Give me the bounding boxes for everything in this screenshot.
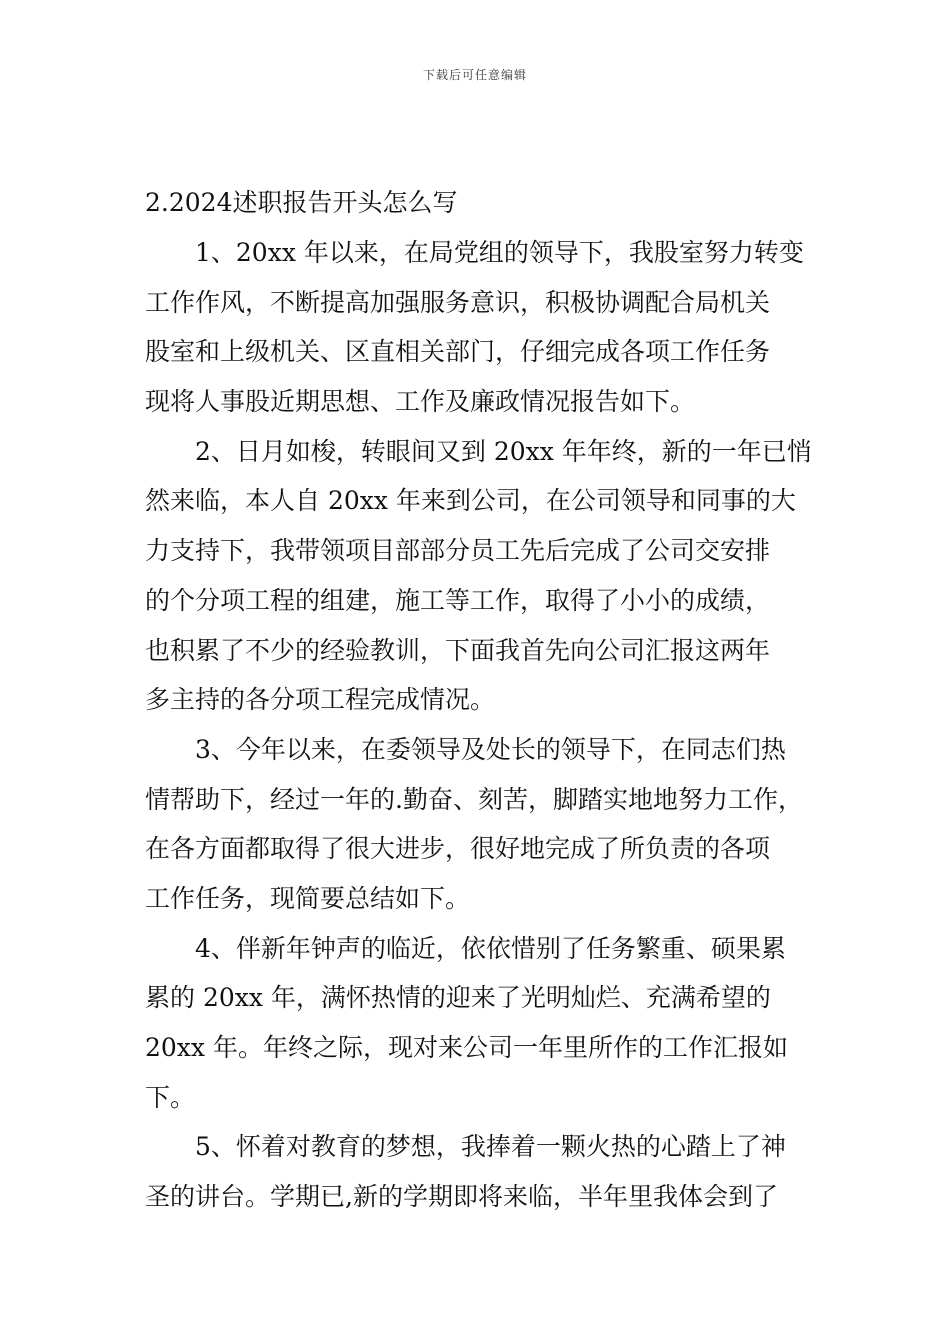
paragraph-line: 多主持的各分项工程完成情况。 (145, 685, 496, 715)
paragraph-line: 在各方面都取得了很大进步，很好地完成了所负责的各项 (145, 834, 771, 864)
paragraph-line: 3、今年以来，在委领导及处长的领导下，在同志们热 (195, 734, 786, 764)
paragraph-line: 工作作风，不断提高加强服务意识，积极协调配合局机关 (145, 287, 771, 317)
paragraph-line: 20xx 年。年终之际，现对来公司一年里所作的工作汇报如 (145, 1033, 788, 1062)
paragraph-line: 1、20xx 年以来，在局党组的领导下，我股室努力转变 (195, 238, 804, 267)
paragraph-1 (145, 228, 810, 427)
paragraph-5 (145, 1122, 810, 1221)
paragraph-line: 现将人事股近期思想、工作及廉政情况报告如下。 (145, 387, 696, 417)
paragraph-line: 也积累了不少的经验教训，下面我首先向公司汇报这两年 (145, 635, 771, 665)
paragraph-3 (145, 725, 810, 924)
paragraph-line: 累的 20xx 年，满怀热情的迎来了光明灿烂、充满希望的 (145, 983, 771, 1013)
document-body (145, 178, 810, 1222)
paragraph-line: 力支持下，我带领项目部部分员工先后完成了公司交安排 (145, 536, 771, 566)
paragraph-line: 5、怀着对教育的梦想，我捧着一颗火热的心踏上了神 (195, 1132, 786, 1162)
paragraph-line: 圣的讲台。学期已,新的学期即将来临，半年里我体会到了 (145, 1182, 778, 1212)
paragraph-2 (145, 427, 810, 725)
paragraph-line: 工作任务，现简要总结如下。 (145, 883, 471, 913)
document-title: 2.2024述职报告开头怎么写 (145, 188, 458, 217)
paragraph-line: 2、日月如梭，转眼间又到 20xx 年年终，新的一年已悄 (195, 436, 812, 466)
paragraph-4 (145, 924, 810, 1123)
paragraph-line: 下。 (145, 1082, 196, 1112)
header-note: 下载后可任意编辑 (422, 68, 527, 82)
paragraph-line: 然来临，本人自 20xx 年来到公司，在公司领导和同事的大 (145, 486, 796, 516)
paragraph-line: 股室和上级机关、区直相关部门，仔细完成各项工作任务 (145, 337, 771, 367)
paragraph-line: 情帮助下，经过一年的.勤奋、刻苦，脚踏实地地努力工作， (145, 784, 803, 814)
paragraph-line: 的个分项工程的组建，施工等工作，取得了小小的成绩， (145, 585, 771, 615)
paragraph-line: 4、伴新年钟声的临近，依依惜别了任务繁重、硕果累 (195, 933, 786, 963)
